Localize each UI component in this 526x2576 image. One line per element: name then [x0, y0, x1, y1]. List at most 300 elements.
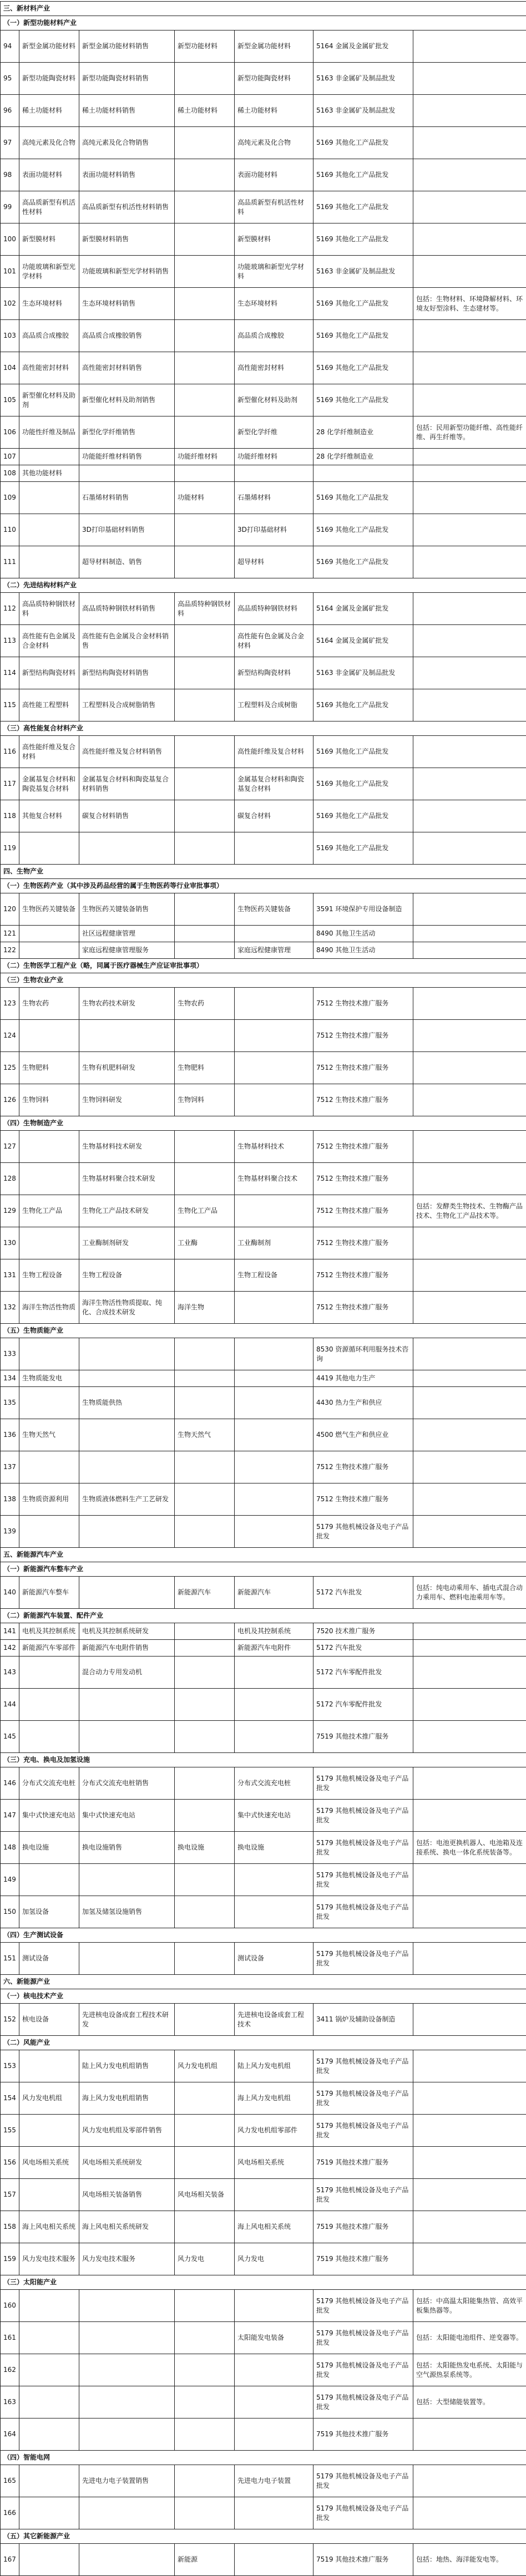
remarks-cell: [413, 800, 526, 832]
remarks-cell: [413, 1800, 526, 1832]
product-category-cell: [175, 2465, 235, 2497]
industry-category-cell: [19, 942, 79, 959]
business-scope-cell: 新型金属功能材料销售: [79, 31, 175, 63]
row-number-cell: 162: [1, 2354, 19, 2386]
remarks-cell: [413, 926, 526, 942]
industry-code-cell: 5169 其他化工产品批发: [313, 482, 413, 514]
row-number-cell: 114: [1, 657, 19, 689]
table-row: [1, 1623, 526, 1640]
row-number-cell: 97: [1, 127, 19, 159]
industry-code-cell: 5169 其他化工产品批发: [313, 514, 413, 546]
business-scope-cell: 生物质液体燃料生产工艺研发: [79, 1483, 175, 1516]
table-row: [1, 2322, 526, 2354]
remarks-cell: [413, 1227, 526, 1259]
industry-category-cell: [19, 832, 79, 865]
row-number-cell: 152: [1, 2004, 19, 2036]
industry-code-cell: 5179 其他机械设备及电子产品批发: [313, 2115, 413, 2147]
industry-code-cell: 5164 金属及金属矿批发: [313, 31, 413, 63]
business-scope-cell: 生物基材料技术研发: [79, 1131, 175, 1163]
remarks-cell: [413, 1767, 526, 1800]
table-row: [1, 288, 526, 320]
remarks-cell: [413, 1623, 526, 1640]
product-name-cell: [235, 1657, 313, 1689]
row-number-cell: 154: [1, 2082, 19, 2115]
row-number-cell: 111: [1, 546, 19, 578]
product-category-cell: [175, 2211, 235, 2243]
industry-code-cell: 5179 其他机械设备及电子产品批发: [313, 1800, 413, 1832]
table-row: [1, 1640, 526, 1657]
industry-code-cell: 7512 生物技术推广服务: [313, 1195, 413, 1227]
product-category-cell: 新能源汽车: [175, 1577, 235, 1609]
subsection-header-row: [1, 2275, 526, 2290]
section-title: 四、生物产业: [1, 865, 526, 879]
industry-category-cell: 生物化工产品: [19, 1195, 79, 1227]
industry-category-cell: 新型催化材料及助剂: [19, 384, 79, 416]
product-category-cell: 生物化工产品: [175, 1195, 235, 1227]
table-row: [1, 1195, 526, 1227]
industry-category-cell: 高品质特种钢铁材料: [19, 593, 79, 625]
product-name-cell: [235, 2179, 313, 2211]
industry-code-cell: 8490 其他卫生活动: [313, 942, 413, 959]
industry-code-cell: 5179 其他机械设备及电子产品批发: [313, 1516, 413, 1548]
product-name-cell: 表面功能材料: [235, 159, 313, 191]
product-category-cell: [175, 625, 235, 657]
business-scope-cell: 超导材料制造、销售: [79, 546, 175, 578]
row-number-cell: 119: [1, 832, 19, 865]
business-scope-cell: [79, 1020, 175, 1052]
table-row: [1, 2354, 526, 2386]
industry-category-cell: [19, 1338, 79, 1370]
product-category-cell: [175, 191, 235, 223]
industry-category-cell: 高性能纤维及复合材料: [19, 736, 79, 768]
industry-code-cell: 5179 其他机械设备及电子产品批发: [313, 2465, 413, 2497]
product-category-cell: [175, 546, 235, 578]
business-scope-cell: [79, 2497, 175, 2529]
industry-code-cell: 5169 其他化工产品批发: [313, 127, 413, 159]
industry-code-cell: 5179 其他机械设备及电子产品批发: [313, 1832, 413, 1864]
row-number-cell: 99: [1, 191, 19, 223]
remarks-cell: [413, 1943, 526, 1975]
product-name-cell: 高品质特种钢铁材料: [235, 593, 313, 625]
product-name-cell: [235, 1370, 313, 1387]
remarks-cell: [413, 736, 526, 768]
table-row: [1, 1689, 526, 1721]
table-row: [1, 689, 526, 722]
remarks-cell: [413, 514, 526, 546]
subsection-header-row: [1, 1324, 526, 1338]
product-name-cell: 先进核电设备成套工程技术: [235, 2004, 313, 2036]
business-scope-cell: 生物工程设备: [79, 1259, 175, 1292]
industry-category-cell: 加氢设备: [19, 1896, 79, 1928]
industry-code-cell: 5179 其他机械设备及电子产品批发: [313, 2290, 413, 2322]
remarks-cell: [413, 1084, 526, 1116]
business-scope-cell: [79, 1419, 175, 1451]
business-scope-cell: [79, 1689, 175, 1721]
product-name-cell: [235, 1084, 313, 1116]
industry-code-cell: 7512 生物技术推广服务: [313, 988, 413, 1020]
product-name-cell: 海上风力发电机组: [235, 2082, 313, 2115]
table-row: [1, 800, 526, 832]
product-category-cell: [175, 893, 235, 926]
industry-code-cell: 8490 其他卫生活动: [313, 926, 413, 942]
subsection-header-row: [1, 2036, 526, 2050]
table-row: [1, 593, 526, 625]
industry-category-cell: 海上风电相关系统: [19, 2211, 79, 2243]
industry-code-cell: 7520 技术推广服务: [313, 1623, 413, 1640]
product-name-cell: [235, 1721, 313, 1753]
row-number-cell: 102: [1, 288, 19, 320]
table-row: [1, 2419, 526, 2451]
industry-code-cell: 5179 其他机械设备及电子产品批发: [313, 2497, 413, 2529]
industry-code-cell: 5169 其他化工产品批发: [313, 159, 413, 191]
industry-category-cell: [19, 2354, 79, 2386]
subsection-title: （一）生物医药产业（其中涉及药品经营的属于生物医药等行业审批事项）: [1, 879, 526, 893]
business-scope-cell: 生物有机肥料研发: [79, 1052, 175, 1084]
remarks-cell: 包括：民用新型功能纤维、高性能纤维、再生纤维等。: [413, 416, 526, 449]
product-name-cell: [235, 1052, 313, 1084]
product-category-cell: [175, 1640, 235, 1657]
business-scope-cell: 社区远程健康管理: [79, 926, 175, 942]
industry-category-cell: [19, 449, 79, 465]
industry-code-cell: 5169 其他化工产品批发: [313, 768, 413, 800]
industry-category-cell: 生物农药: [19, 988, 79, 1020]
remarks-cell: [413, 31, 526, 63]
product-category-cell: [175, 1689, 235, 1721]
industry-code-cell: 5163 非金属矿及制品批发: [313, 63, 413, 95]
row-number-cell: 130: [1, 1227, 19, 1259]
industry-code-cell: 5179 其他机械设备及电子产品批发: [313, 2386, 413, 2419]
product-name-cell: [235, 2497, 313, 2529]
product-name-cell: 集中式快速充电站: [235, 1800, 313, 1832]
table-row: [1, 988, 526, 1020]
industry-code-cell: 7519 其他技术推广服务: [313, 2211, 413, 2243]
subsection-title: （二）先进结构材料产业: [1, 578, 526, 593]
industry-code-cell: 5179 其他机械设备及电子产品批发: [313, 2050, 413, 2082]
product-name-cell: [235, 1195, 313, 1227]
remarks-cell: [413, 593, 526, 625]
industry-code-cell: 5163 非金属矿及制品批发: [313, 95, 413, 127]
product-name-cell: 新型功能陶瓷材料: [235, 63, 313, 95]
subsection-header-row: [1, 1928, 526, 1943]
industry-catalog-table: [0, 1, 526, 2576]
business-scope-cell: 风力发电机组及零部件销售: [79, 2115, 175, 2147]
product-category-cell: 高品质特种钢铁材料: [175, 593, 235, 625]
industry-category-cell: 高性能工程塑料: [19, 689, 79, 722]
industry-code-cell: 28 化学纤维制造业: [313, 416, 413, 449]
product-category-cell: [175, 2290, 235, 2322]
remarks-cell: [413, 2082, 526, 2115]
industry-category-cell: [19, 1387, 79, 1419]
industry-category-cell: [19, 482, 79, 514]
remarks-cell: [413, 1163, 526, 1195]
product-name-cell: [235, 1338, 313, 1370]
section-header-row: [1, 2, 526, 16]
industry-category-cell: [19, 2115, 79, 2147]
row-number-cell: 156: [1, 2147, 19, 2179]
table-row: [1, 2082, 526, 2115]
row-number-cell: 150: [1, 1896, 19, 1928]
product-name-cell: 海上风电相关系统: [235, 2211, 313, 2243]
business-scope-cell: 功能玻璃和新型光学材料销售: [79, 256, 175, 288]
product-category-cell: 换电设施: [175, 1832, 235, 1864]
table-row: [1, 2050, 526, 2082]
industry-category-cell: 其他复合材料: [19, 800, 79, 832]
row-number-cell: 127: [1, 1131, 19, 1163]
business-scope-cell: 海洋生物活性物质提取、纯化、合成技术研发: [79, 1292, 175, 1324]
product-category-cell: [175, 1370, 235, 1387]
remarks-cell: [413, 1131, 526, 1163]
product-name-cell: 风力发电: [235, 2243, 313, 2275]
section-header-row: [1, 1548, 526, 1562]
row-number-cell: 103: [1, 320, 19, 352]
remarks-cell: [413, 1259, 526, 1292]
product-name-cell: [235, 988, 313, 1020]
row-number-cell: 160: [1, 2290, 19, 2322]
remarks-cell: [413, 1896, 526, 1928]
industry-category-cell: 功能性纤维及制品: [19, 416, 79, 449]
industry-category-cell: [19, 514, 79, 546]
row-number-cell: 167: [1, 2544, 19, 2576]
product-name-cell: 生物基材料聚合技术: [235, 1163, 313, 1195]
table-row: [1, 736, 526, 768]
table-row: [1, 1943, 526, 1975]
industry-code-cell: 5163 非金属矿及制品批发: [313, 256, 413, 288]
remarks-cell: [413, 2465, 526, 2497]
subsection-title: （二）新能源汽车装置、配件产业: [1, 1609, 526, 1623]
business-scope-cell: 3D打印基础材料销售: [79, 514, 175, 546]
remarks-cell: [413, 482, 526, 514]
product-name-cell: [235, 1516, 313, 1548]
section-title: 六、新能源产业: [1, 1975, 526, 1989]
product-name-cell: 碳复合材料: [235, 800, 313, 832]
industry-category-cell: [19, 1163, 79, 1195]
product-category-cell: 新能源: [175, 2544, 235, 2576]
table-row: [1, 2386, 526, 2419]
product-category-cell: [175, 465, 235, 482]
remarks-cell: [413, 2004, 526, 2036]
section-title: 五、新能源汽车产业: [1, 1548, 526, 1562]
remarks-cell: [413, 127, 526, 159]
row-number-cell: 165: [1, 2465, 19, 2497]
product-name-cell: 风力发电机组零部件: [235, 2115, 313, 2147]
product-name-cell: 工程塑料及合成树脂: [235, 689, 313, 722]
industry-code-cell: 4500 燃气生产和供应业: [313, 1419, 413, 1451]
remarks-cell: [413, 1370, 526, 1387]
product-category-cell: 稀土功能材料: [175, 95, 235, 127]
industry-code-cell: 7519 其他技术推广服务: [313, 2147, 413, 2179]
business-scope-cell: [79, 2322, 175, 2354]
table-row: [1, 1163, 526, 1195]
business-scope-cell: 风力发电技术服务: [79, 2243, 175, 2275]
table-row: [1, 926, 526, 942]
row-number-cell: 148: [1, 1832, 19, 1864]
business-scope-cell: 新型化学纤维销售: [79, 416, 175, 449]
row-number-cell: 134: [1, 1370, 19, 1387]
row-number-cell: 159: [1, 2243, 19, 2275]
product-category-cell: [175, 942, 235, 959]
table-row: [1, 625, 526, 657]
business-scope-cell: 工程塑料及合成树脂销售: [79, 689, 175, 722]
product-category-cell: 工业酶: [175, 1227, 235, 1259]
business-scope-cell: 表面功能材料销售: [79, 159, 175, 191]
table-row: [1, 465, 526, 482]
product-category-cell: [175, 1657, 235, 1689]
product-category-cell: [175, 1163, 235, 1195]
table-row: [1, 320, 526, 352]
industry-category-cell: 海洋生物活性物质: [19, 1292, 79, 1324]
remarks-cell: [413, 95, 526, 127]
industry-category-cell: 新型功能陶瓷材料: [19, 63, 79, 95]
row-number-cell: 151: [1, 1943, 19, 1975]
table-row: [1, 514, 526, 546]
industry-code-cell: 7512 生物技术推广服务: [313, 1483, 413, 1516]
product-name-cell: 测试设备: [235, 1943, 313, 1975]
industry-code-cell: 7512 生物技术推广服务: [313, 1163, 413, 1195]
remarks-cell: [413, 191, 526, 223]
business-scope-cell: 生物农药技术研发: [79, 988, 175, 1020]
table-row: [1, 1370, 526, 1387]
industry-category-cell: [19, 2386, 79, 2419]
business-scope-cell: [79, 1338, 175, 1370]
business-scope-cell: 生物化工产品技术研发: [79, 1195, 175, 1227]
remarks-cell: [413, 2179, 526, 2211]
row-number-cell: 117: [1, 768, 19, 800]
subsection-title: （三）太阳能产业: [1, 2275, 526, 2290]
remarks-cell: 包括：电池更换机器人、电池箱及连接系统、换电一体化系统装备等。: [413, 1832, 526, 1864]
table-row: [1, 384, 526, 416]
product-name-cell: 新型催化材料及助剂: [235, 384, 313, 416]
row-number-cell: 101: [1, 256, 19, 288]
table-row: [1, 2465, 526, 2497]
row-number-cell: 106: [1, 416, 19, 449]
remarks-cell: [413, 1338, 526, 1370]
table-row: [1, 352, 526, 384]
row-number-cell: 153: [1, 2050, 19, 2082]
row-number-cell: 104: [1, 352, 19, 384]
product-name-cell: 高性能纤维及复合材料: [235, 736, 313, 768]
product-name-cell: [235, 2354, 313, 2386]
industry-category-cell: 电机及其控制系统: [19, 1623, 79, 1640]
table-row: [1, 1767, 526, 1800]
subsection-title: （一）新型功能材料产业: [1, 16, 526, 31]
industry-code-cell: 5179 其他机械设备及电子产品批发: [313, 1943, 413, 1975]
industry-code-cell: 4419 其他电力生产: [313, 1370, 413, 1387]
product-name-cell: 风电场相关系统: [235, 2147, 313, 2179]
product-name-cell: [235, 2419, 313, 2451]
industry-category-cell: [19, 2322, 79, 2354]
table-row: [1, 2243, 526, 2275]
product-category-cell: 风力发电: [175, 2243, 235, 2275]
business-scope-cell: [79, 2544, 175, 2576]
product-name-cell: 电机及其控制系统: [235, 1623, 313, 1640]
subsection-title: （四）生产测试设备: [1, 1928, 526, 1943]
product-category-cell: [175, 223, 235, 256]
industry-code-cell: 5172 汽车批发: [313, 1640, 413, 1657]
industry-code-cell: 5169 其他化工产品批发: [313, 320, 413, 352]
business-scope-cell: 高品质特种钢铁材料销售: [79, 593, 175, 625]
product-category-cell: [175, 2147, 235, 2179]
industry-code-cell: 3591 环境保护专用设备制造: [313, 893, 413, 926]
business-scope-cell: 碳复合材料销售: [79, 800, 175, 832]
industry-category-cell: 新型膜材料: [19, 223, 79, 256]
industry-category-cell: [19, 2290, 79, 2322]
product-name-cell: [235, 1419, 313, 1451]
row-number-cell: 108: [1, 465, 19, 482]
business-scope-cell: 生物基材料聚合技术研发: [79, 1163, 175, 1195]
business-scope-cell: 海上风力发电机组销售: [79, 2082, 175, 2115]
product-category-cell: [175, 1943, 235, 1975]
industry-category-cell: [19, 1227, 79, 1259]
industry-category-cell: [19, 2419, 79, 2451]
subsection-header-row: [1, 16, 526, 31]
business-scope-cell: 风电场相关装备销售: [79, 2179, 175, 2211]
remarks-cell: [413, 2243, 526, 2275]
business-scope-cell: 生物医药关键装备销售: [79, 893, 175, 926]
business-scope-cell: 生物质能供热: [79, 1387, 175, 1419]
product-name-cell: 新能源汽车电附件: [235, 1640, 313, 1657]
row-number-cell: 123: [1, 988, 19, 1020]
industry-code-cell: 5172 汽车零配件批发: [313, 1689, 413, 1721]
industry-category-cell: [19, 546, 79, 578]
remarks-cell: [413, 1657, 526, 1689]
table-row: [1, 1292, 526, 1324]
industry-code-cell: 5169 其他化工产品批发: [313, 352, 413, 384]
industry-category-cell: 核电设备: [19, 2004, 79, 2036]
industry-category-cell: 换电设施: [19, 1832, 79, 1864]
business-scope-cell: [79, 1516, 175, 1548]
remarks-cell: 包括：太阳能电池组件、逆变器等。: [413, 2322, 526, 2354]
business-scope-cell: 换电设施销售: [79, 1832, 175, 1864]
table-row: [1, 2544, 526, 2576]
table-row: [1, 31, 526, 63]
product-name-cell: 家庭远程健康管理: [235, 942, 313, 959]
product-category-cell: [175, 1451, 235, 1483]
industry-code-cell: 7512 生物技术推广服务: [313, 1084, 413, 1116]
table-row: [1, 2290, 526, 2322]
product-name-cell: 高品质合成橡胶: [235, 320, 313, 352]
product-category-cell: [175, 1131, 235, 1163]
business-scope-cell: 新型催化材料及助剂销售: [79, 384, 175, 416]
industry-category-cell: 稀土功能材料: [19, 95, 79, 127]
product-category-cell: 生物饲料: [175, 1084, 235, 1116]
industry-category-cell: 风力发电技术服务: [19, 2243, 79, 2275]
product-category-cell: [175, 2497, 235, 2529]
subsection-header-row: [1, 1989, 526, 2004]
product-name-cell: 功能玻璃和新型光学材料: [235, 256, 313, 288]
product-name-cell: 高品质新型有机活性材料: [235, 191, 313, 223]
industry-code-cell: 7512 生物技术推广服务: [313, 1451, 413, 1483]
product-category-cell: [175, 768, 235, 800]
industry-category-cell: [19, 1516, 79, 1548]
industry-code-cell: 5169 其他化工产品批发: [313, 800, 413, 832]
row-number-cell: 129: [1, 1195, 19, 1227]
section-header-row: [1, 865, 526, 879]
industry-category-cell: 生物工程设备: [19, 1259, 79, 1292]
business-scope-cell: 生物饲料研发: [79, 1084, 175, 1116]
remarks-cell: [413, 2211, 526, 2243]
remarks-cell: [413, 2419, 526, 2451]
product-name-cell: 生物基材料技术: [235, 1131, 313, 1163]
industry-category-cell: 生物饲料: [19, 1084, 79, 1116]
product-category-cell: [175, 416, 235, 449]
industry-code-cell: 7519 其他技术推广服务: [313, 2544, 413, 2576]
row-number-cell: 146: [1, 1767, 19, 1800]
table-row: [1, 1451, 526, 1483]
business-scope-cell: 高性能纤维及复合材料销售: [79, 736, 175, 768]
product-category-cell: [175, 288, 235, 320]
business-scope-cell: [79, 2290, 175, 2322]
remarks-cell: 包括：太阳能热发电系统、太阳能与空气源热泵系统等。: [413, 2354, 526, 2386]
